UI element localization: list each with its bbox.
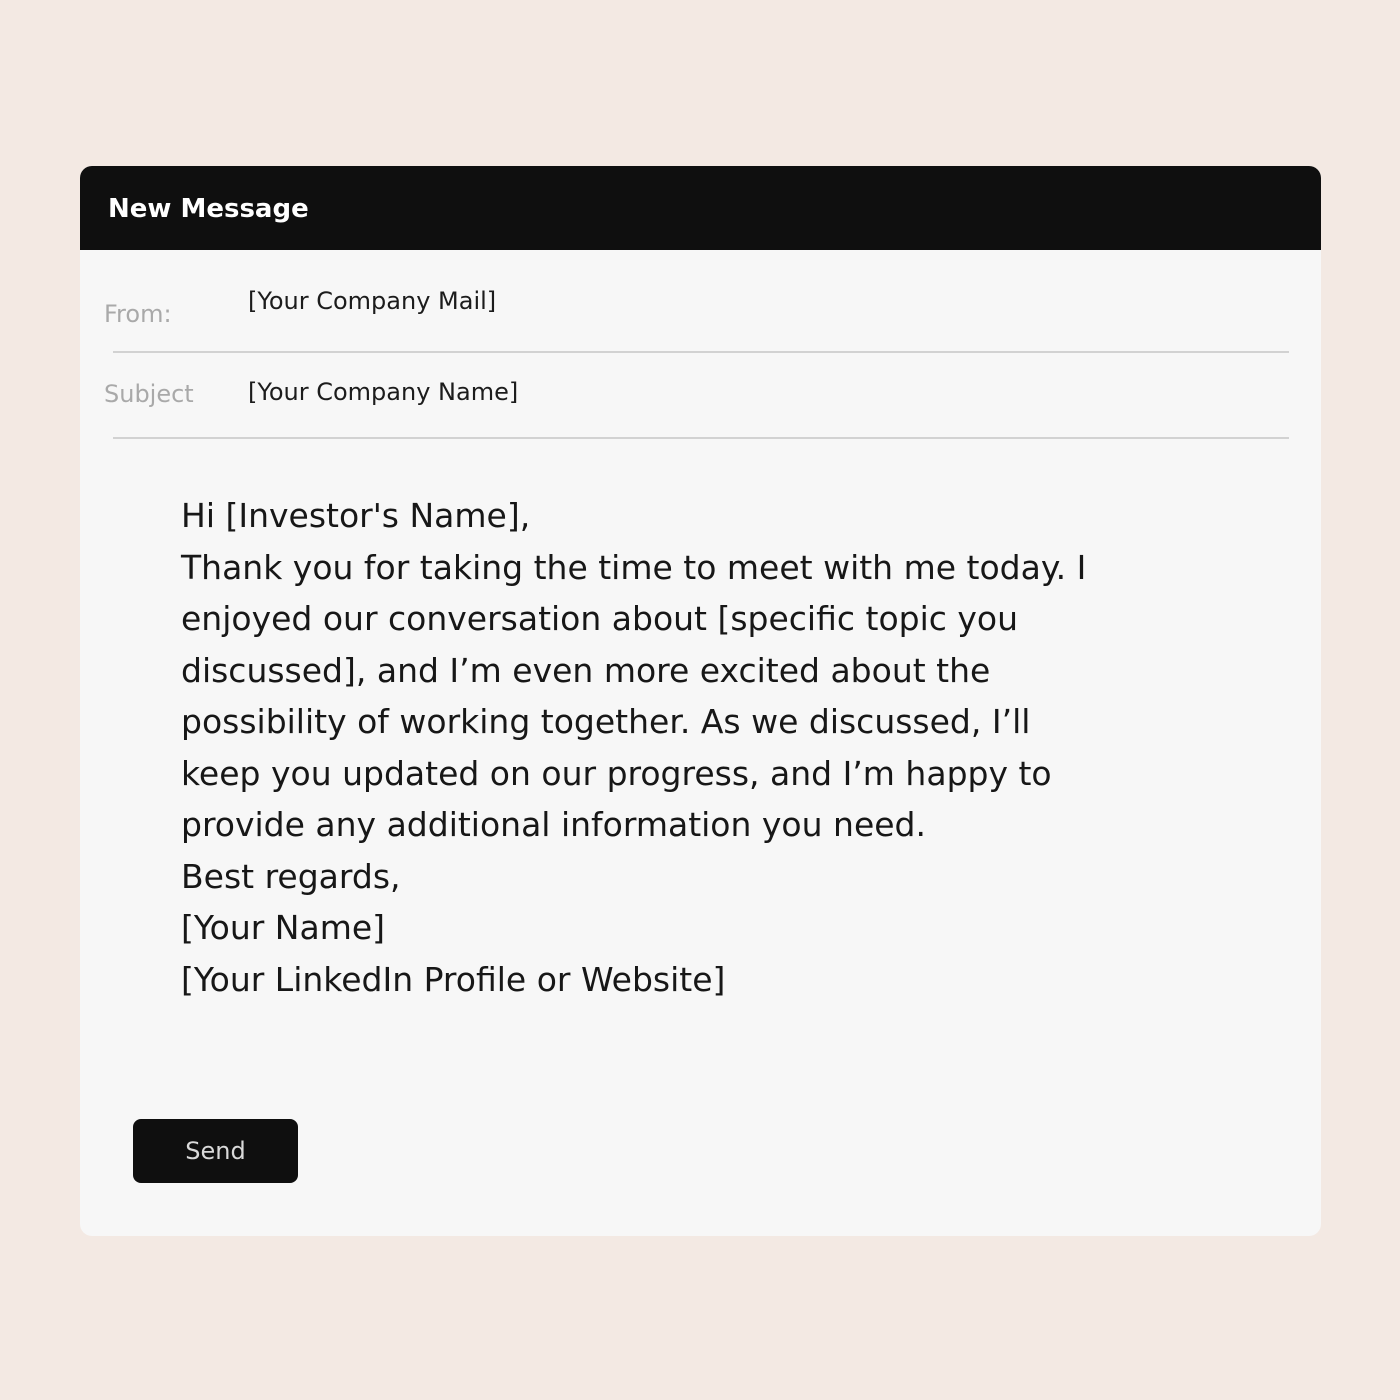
- message-line: [Your Name]: [181, 908, 386, 947]
- divider: [113, 351, 1289, 353]
- message-line: discussed], and I’m even more excited about the: [181, 650, 991, 690]
- message-line: keep you updated on our progress, and I’m happy to: [181, 753, 1052, 793]
- message-line: Hi [Investor's Name],: [181, 496, 531, 535]
- from-label: From:: [104, 300, 172, 328]
- from-field[interactable]: [Your Company Mail]: [248, 287, 497, 315]
- message-line: possibility of working together. As we discussed, I’ll: [181, 702, 1031, 741]
- window-titlebar: [80, 166, 1321, 250]
- divider: [113, 437, 1289, 439]
- send-button[interactable]: Send: [133, 1119, 298, 1183]
- message-line: [Your LinkedIn Profile or Website]: [181, 959, 726, 999]
- subject-field[interactable]: [Your Company Name]: [248, 378, 519, 406]
- message-line: Best regards,: [181, 856, 401, 896]
- message-line: enjoyed our conversation about [specific topic you: [181, 599, 1019, 638]
- window-title: New Message: [108, 194, 309, 224]
- message-line: provide any additional information you need.: [181, 805, 926, 844]
- message-line: Thank you for taking the time to meet with me today. I: [181, 547, 1087, 587]
- compose-window: [80, 166, 1321, 1236]
- subject-label: Subject: [104, 380, 194, 408]
- message-body[interactable]: [181, 490, 1241, 1005]
